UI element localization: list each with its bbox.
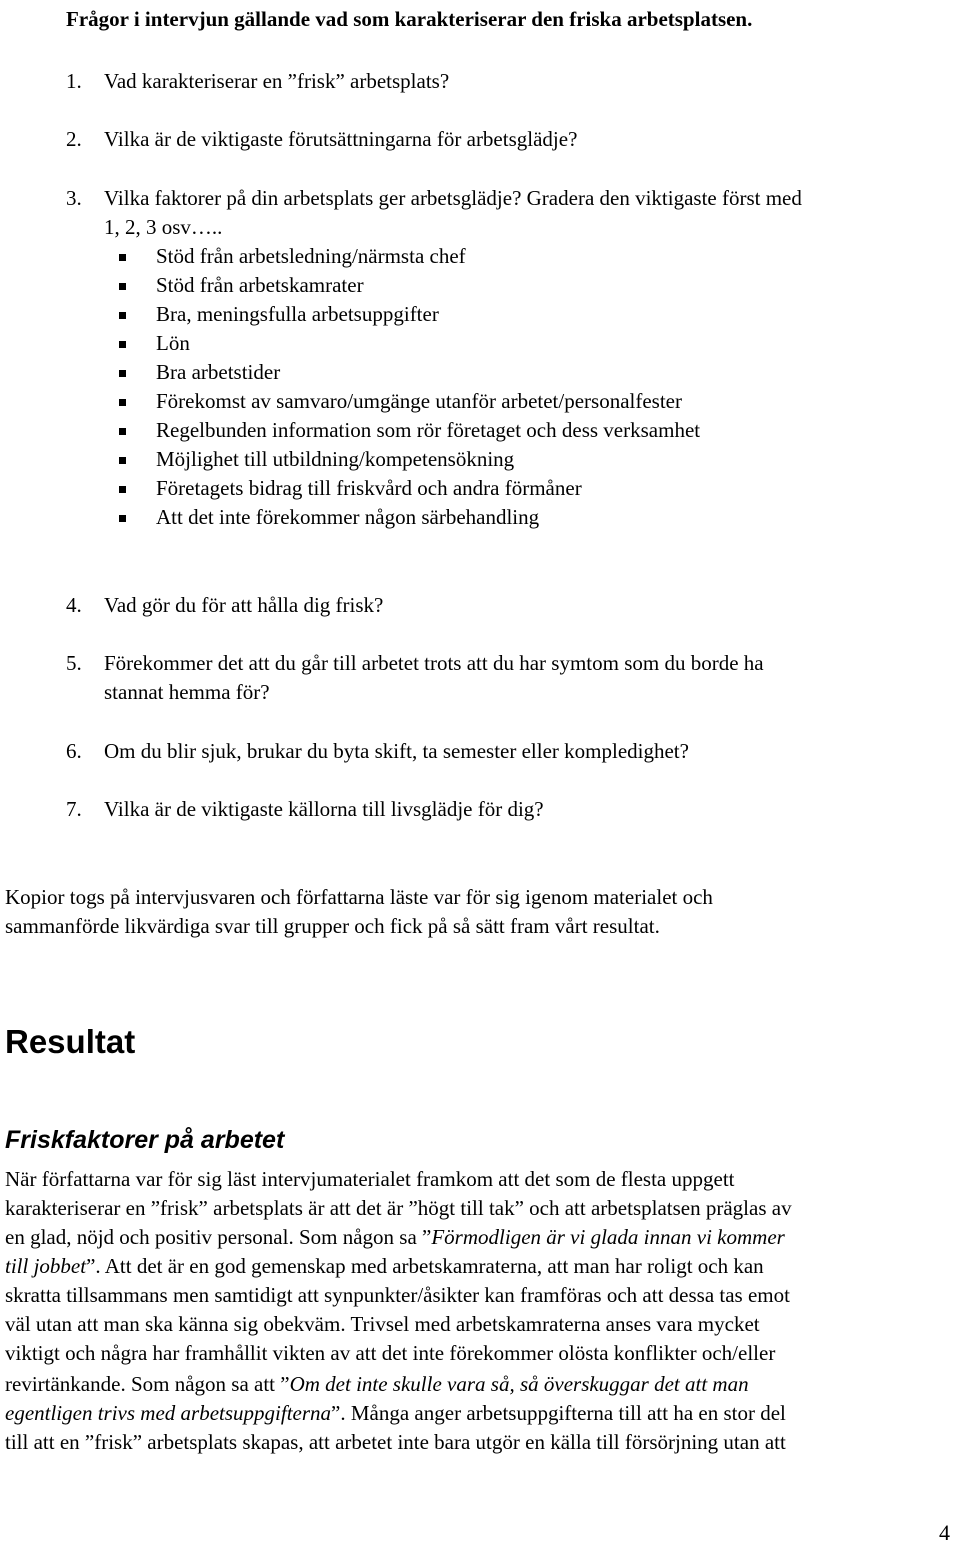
bullet-icon (119, 312, 126, 319)
page-number: 4 (939, 1520, 950, 1545)
paragraph-line (5, 1370, 749, 1399)
question-text: Vad gör du för att hålla dig frisk? (104, 593, 384, 617)
page-heading: Frågor i intervjun gällande vad som karakteriserar den friska arbetsplatsen. (66, 7, 753, 31)
bullet-icon (119, 283, 126, 290)
question-text: 1, 2, 3 osv….. (104, 215, 223, 239)
question-number: 1. (66, 69, 82, 93)
bullet-icon (119, 341, 126, 348)
text-run: revirtänkande. Som någon sa att ” (5, 1372, 290, 1396)
subsection-title: Friskfaktorer på arbetet (5, 1126, 285, 1154)
list-item: Att det inte förekommer någon särbehandling (156, 505, 540, 529)
paragraph-line: När författarna var för sig läst intervjumaterialet framkom att det som de flesta uppgett (5, 1167, 735, 1191)
list-item: Företagets bidrag till friskvård och andra förmåner (156, 476, 582, 500)
quote-italic: egentligen trivs med arbetsuppgifterna (5, 1401, 332, 1425)
bullet-icon (119, 370, 126, 377)
paragraph-line: till att en ”frisk” arbetsplats skapas, att arbetet inte bara utgör en källa till försörjning utan att (5, 1430, 786, 1454)
paragraph-line (5, 1252, 764, 1281)
paragraph-line: sammanförde likvärdiga svar till grupper och fick på så sätt fram vårt resultat. (5, 914, 660, 938)
list-item: Stöd från arbetsledning/närmsta chef (156, 244, 466, 268)
text-run: ”. Att det är en god gemenskap med arbetskamraterna, att man har roligt och kan (86, 1254, 764, 1278)
question-text: Om du blir sjuk, brukar du byta skift, ta semester eller kompledighet? (104, 739, 689, 763)
question-number: 2. (66, 127, 82, 151)
question-text: Vilka faktorer på din arbetsplats ger arbetsglädje? Gradera den viktigaste först med (104, 186, 802, 210)
paragraph-line (5, 1399, 786, 1428)
paragraph-line: Kopior togs på intervjusvaren och författarna läste var för sig igenom materialet och (5, 885, 713, 909)
list-item: Möjlighet till utbildning/kompetensökning (156, 447, 515, 471)
paragraph-line: skratta tillsammans men samtidigt att synpunkter/åsikter kan framföras och att dessa tas emot (5, 1283, 790, 1307)
list-item: Lön (156, 331, 190, 355)
question-number: 5. (66, 651, 82, 675)
paragraph-line: väl utan att man ska känna sig obekväm. Trivsel med arbetskamraterna anses vara mycket (5, 1312, 760, 1336)
list-item: Förekomst av samvaro/umgänge utanför arbetet/personalfester (156, 389, 682, 413)
question-text: Förekommer det att du går till arbetet trots att du har symtom som du borde ha (104, 651, 764, 675)
text-run: ”. Många anger arbetsuppgifterna till att ha en stor del (331, 1401, 786, 1425)
bullet-icon (119, 515, 126, 522)
bullet-icon (119, 428, 126, 435)
question-text: stannat hemma för? (104, 680, 270, 704)
list-item: Bra arbetstider (156, 360, 281, 384)
bullet-icon (119, 486, 126, 493)
question-number: 4. (66, 593, 82, 617)
list-item: Regelbunden information som rör företaget och dess verksamhet (156, 418, 701, 442)
question-text: Vilka är de viktigaste källorna till livsglädje för dig? (104, 797, 544, 821)
paragraph-line: viktigt och några har framhållit vikten av att det inte förekommer olösta konflikter och/eller (5, 1341, 776, 1365)
bullet-icon (119, 457, 126, 464)
section-title: Resultat (5, 1023, 136, 1060)
bullet-icon (119, 254, 126, 261)
quote-italic: till jobbet (5, 1254, 87, 1278)
list-item: Stöd från arbetskamrater (156, 273, 364, 297)
paragraph-line: karakteriserar en ”frisk” arbetsplats är att det är ”högt till tak” och att arbetsplatsen präglas av (5, 1196, 792, 1220)
question-number: 7. (66, 797, 82, 821)
quote-italic: Om det inte skulle vara så, så överskuggar det att man (289, 1372, 749, 1396)
question-number: 6. (66, 739, 82, 763)
text-run: en glad, nöjd och positiv personal. Som någon sa ” (5, 1225, 432, 1249)
bullet-icon (119, 399, 126, 406)
quote-italic: Förmodligen är vi glada innan vi kommer (431, 1225, 785, 1249)
question-text: Vad karakteriserar en ”frisk” arbetsplats? (104, 69, 450, 93)
question-text: Vilka är de viktigaste förutsättningarna för arbetsglädje? (104, 127, 578, 151)
list-item: Bra, meningsfulla arbetsuppgifter (156, 302, 439, 326)
question-number: 3. (66, 186, 82, 210)
paragraph-line (5, 1223, 785, 1252)
